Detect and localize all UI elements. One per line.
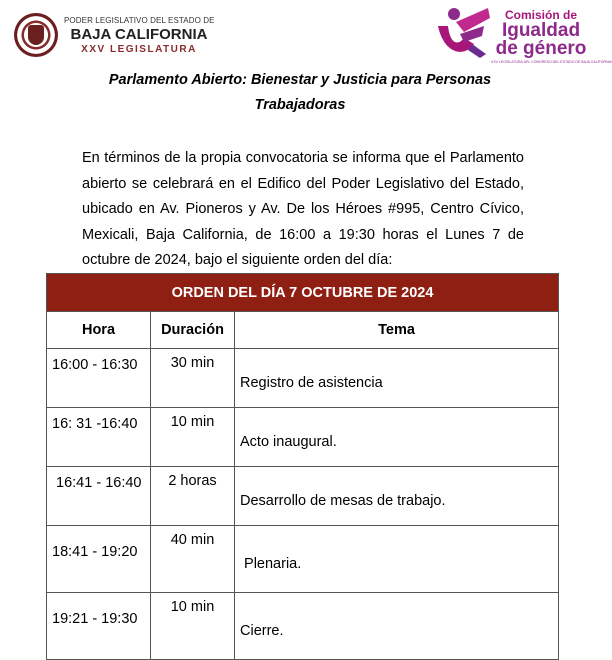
- cell-duracion: 30 min: [151, 349, 235, 408]
- commission-logo-text: [491, 8, 612, 64]
- cell-tema: Plenaria.: [235, 526, 559, 593]
- table-row: [47, 408, 559, 467]
- cell-hora: 16: 31 -16:40: [47, 408, 151, 467]
- agenda-table: [46, 273, 559, 660]
- gender-equality-commission-logo: [434, 4, 492, 60]
- table-row: [47, 593, 559, 660]
- column-header-tema: Tema: [235, 312, 559, 349]
- legislature-line3: XXV LEGISLATURA: [81, 44, 197, 55]
- cell-tema: Desarrollo de mesas de trabajo.: [235, 467, 559, 526]
- commission-line3: de género: [495, 38, 587, 59]
- table-row: [47, 349, 559, 408]
- commission-line1: Comisión de: [504, 8, 577, 22]
- cell-duracion: 40 min: [151, 526, 235, 593]
- cell-tema: Cierre.: [235, 593, 559, 660]
- legislature-line1: PODER LEGISLATIVO DEL ESTADO DE: [64, 16, 215, 25]
- commission-line2: Igualdad: [501, 20, 581, 41]
- agenda-title: ORDEN DEL DÍA 7 OCTUBRE DE 2024: [47, 274, 559, 312]
- state-seal-logo: [14, 13, 58, 57]
- cell-hora: 19:21 - 19:30: [47, 593, 151, 660]
- cell-duracion: 10 min: [151, 593, 235, 660]
- column-header-hora: Hora: [47, 312, 151, 349]
- seal-shield-icon: [28, 25, 44, 45]
- cell-duracion: 10 min: [151, 408, 235, 467]
- document-title: [60, 68, 540, 118]
- agenda-header-row: [47, 312, 559, 349]
- cell-duracion: 2 horas: [151, 467, 235, 526]
- cell-hora: 18:41 - 19:20: [47, 526, 151, 593]
- cell-hora: 16:00 - 16:30: [47, 349, 151, 408]
- column-header-duracion: Duración: [151, 312, 235, 349]
- commission-line4: XXV LEGISLATURA DEL CONGRESO DEL ESTADO DE BAJA CALIFORNIA: [491, 60, 612, 64]
- legislature-line2: BAJA CALIFORNIA: [70, 26, 208, 43]
- legislature-logo-text: [64, 16, 214, 55]
- table-row: [47, 526, 559, 593]
- title-line2: Trabajadoras: [254, 97, 346, 113]
- cell-tema: Registro de asistencia: [235, 349, 559, 408]
- intro-paragraph: En términos de la propia convocatoria se informa que el Parlamento abierto se celebrará en el Edifico del Poder Legislativo del Estado, ubicado en Av. Pioneros y Av. De los Héroes #995, Centro Cívico, Mexicali, Baja California, de 16:00 a 19:30 horas el Lunes 7 de octubre de 2024, bajo el siguiente orden del día:: [82, 150, 524, 268]
- table-row: [47, 467, 559, 526]
- cell-tema: Acto inaugural.: [235, 408, 559, 467]
- title-line1: Parlamento Abierto: Bienestar y Justicia para Personas: [108, 72, 492, 88]
- cell-hora: 16:41 - 16:40: [47, 467, 151, 526]
